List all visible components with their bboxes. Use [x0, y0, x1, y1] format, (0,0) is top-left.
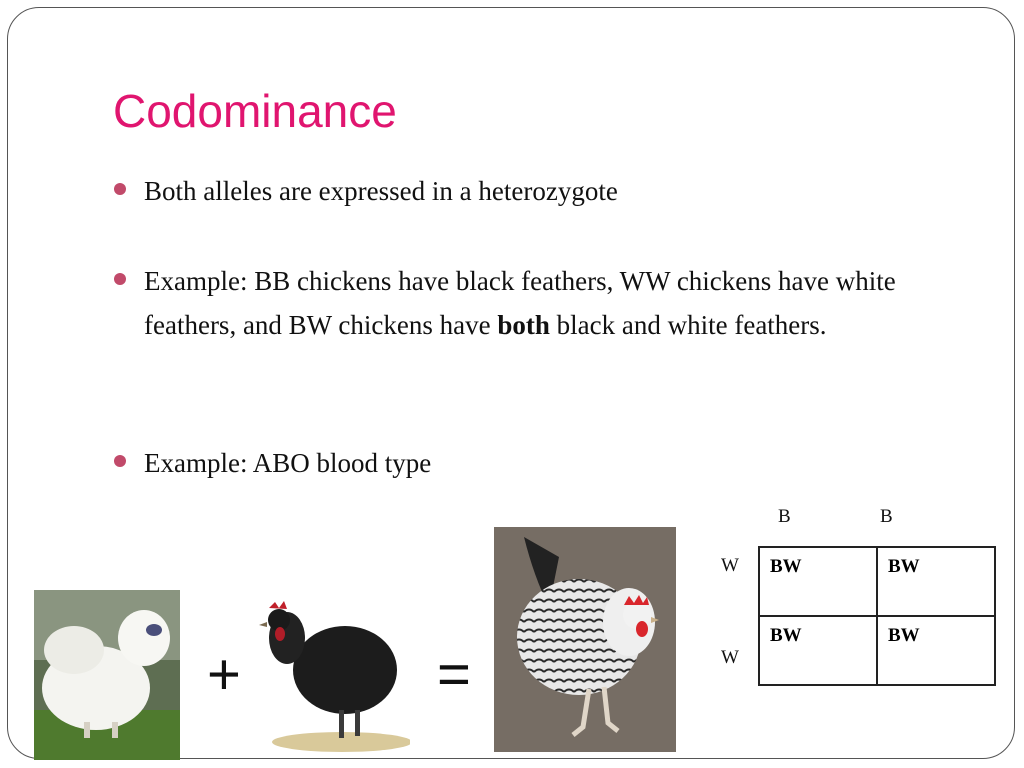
black-chicken-image — [247, 598, 410, 752]
punnett-side-label: W — [721, 555, 739, 576]
punnett-side-label: W — [721, 647, 739, 668]
bullet-text — [144, 259, 944, 347]
bullet-text: Both alleles are expressed in a heterozygote — [144, 176, 618, 206]
plus-sign: + — [207, 642, 241, 707]
bullet-text-start: Example: BB chickens have black feathers, WW chickens have white feathers, and BW chickens have — [144, 266, 896, 340]
punnett-row — [759, 616, 995, 685]
punnett-cell: BW — [759, 616, 877, 685]
punnett-top-label: B — [880, 506, 893, 527]
equals-sign: = — [437, 642, 471, 707]
bullet-text-bold: both — [497, 310, 550, 340]
bullet-dot-icon — [114, 273, 126, 285]
bullet-text: Example: ABO blood type — [144, 448, 432, 478]
punnett-top-label: B — [778, 506, 791, 527]
punnett-square — [758, 546, 996, 686]
speckled-chicken-image — [494, 527, 676, 752]
punnett-row — [759, 547, 995, 616]
bullet-dot-icon — [114, 455, 126, 467]
white-chicken-image — [34, 590, 180, 760]
bullet-text-end: black and white feathers. — [549, 310, 827, 340]
slide-title: Codominance — [113, 85, 397, 137]
bullet-dot-icon — [114, 183, 126, 195]
punnett-cell: BW — [877, 616, 995, 685]
punnett-cell: BW — [877, 547, 995, 616]
punnett-cell: BW — [759, 547, 877, 616]
